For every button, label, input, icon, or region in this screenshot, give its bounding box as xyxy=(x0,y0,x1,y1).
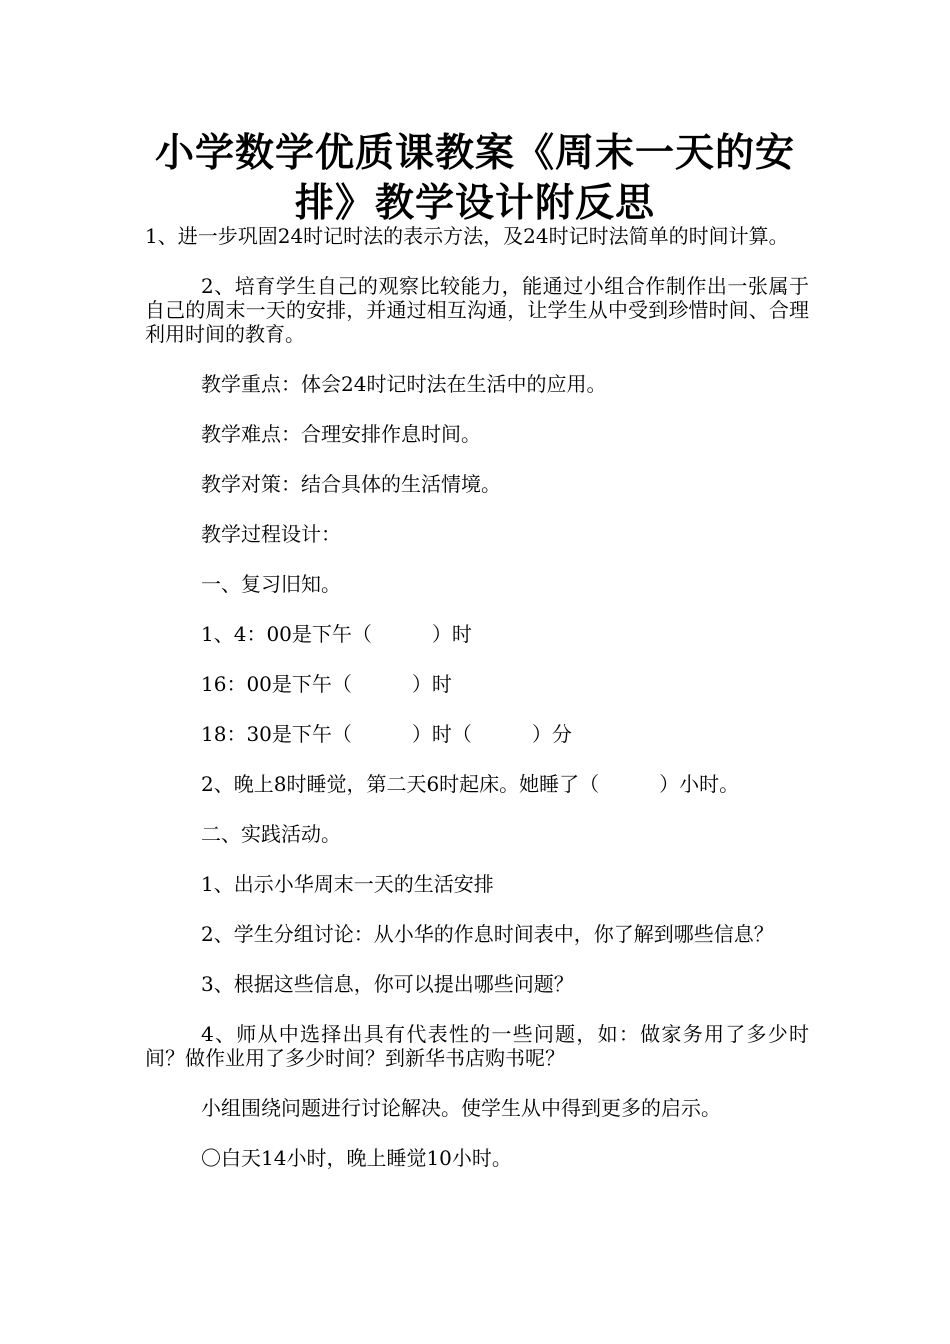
paragraph-difficulty: 教学难点：合理安排作息时间。 xyxy=(201,422,481,446)
paragraph-objective-1: 1、进一步巩固24时记时法的表示方法，及24时记时法简单的时间计算。 xyxy=(145,224,789,248)
practice-step-1: 1、出示小华周末一天的生活安排 xyxy=(201,872,494,896)
section-heading-review: 一、复习旧知。 xyxy=(201,572,341,596)
section-heading-practice: 二、实践活动。 xyxy=(201,822,341,846)
paragraph-strategy: 教学对策：结合具体的生活情境。 xyxy=(201,472,501,496)
paragraph-group-discussion: 小组围绕问题进行讨论解决。使学生从中得到更多的启示。 xyxy=(201,1096,721,1120)
paragraph-process-heading: 教学过程设计： xyxy=(201,522,341,546)
practice-step-3: 3、根据这些信息，你可以提出哪些问题？ xyxy=(201,972,574,996)
review-question-2: 16：00是下午（ ）时 xyxy=(201,672,452,696)
practice-step-2: 2、学生分组讨论：从小华的作息时间表中，你了解到哪些信息？ xyxy=(201,922,774,946)
practice-step-4: 4、师从中选择出具有代表性的一些问题，如：做家务用了多少时间？做作业用了多少时间？到新华书店购书呢？ xyxy=(145,1022,809,1070)
document-title: 小学数学优质课教案《周末一天的安排》教学设计附反思 xyxy=(154,130,795,226)
review-question-1: 1、4：00是下午（ ）时 xyxy=(201,622,472,646)
paragraph-key-point: 教学重点：体会24时记时法在生活中的应用。 xyxy=(201,372,607,396)
paragraph-objective-2: 2、培育学生自己的观察比较能力，能通过小组合作制作出一张属于自己的周末一天的安排，并通过相互沟通，让学生从中受到珍惜时间、合理利用时间的教育。 xyxy=(145,274,809,346)
document-body xyxy=(145,224,809,1170)
paragraph-answer: 〇白天14小时，晚上睡觉10小时。 xyxy=(201,1146,512,1170)
review-question-3: 18：30是下午（ ）时（ ）分 xyxy=(201,722,572,746)
review-question-4: 2、晚上8时睡觉，第二天6时起床。她睡了（ ）小时。 xyxy=(201,772,740,796)
